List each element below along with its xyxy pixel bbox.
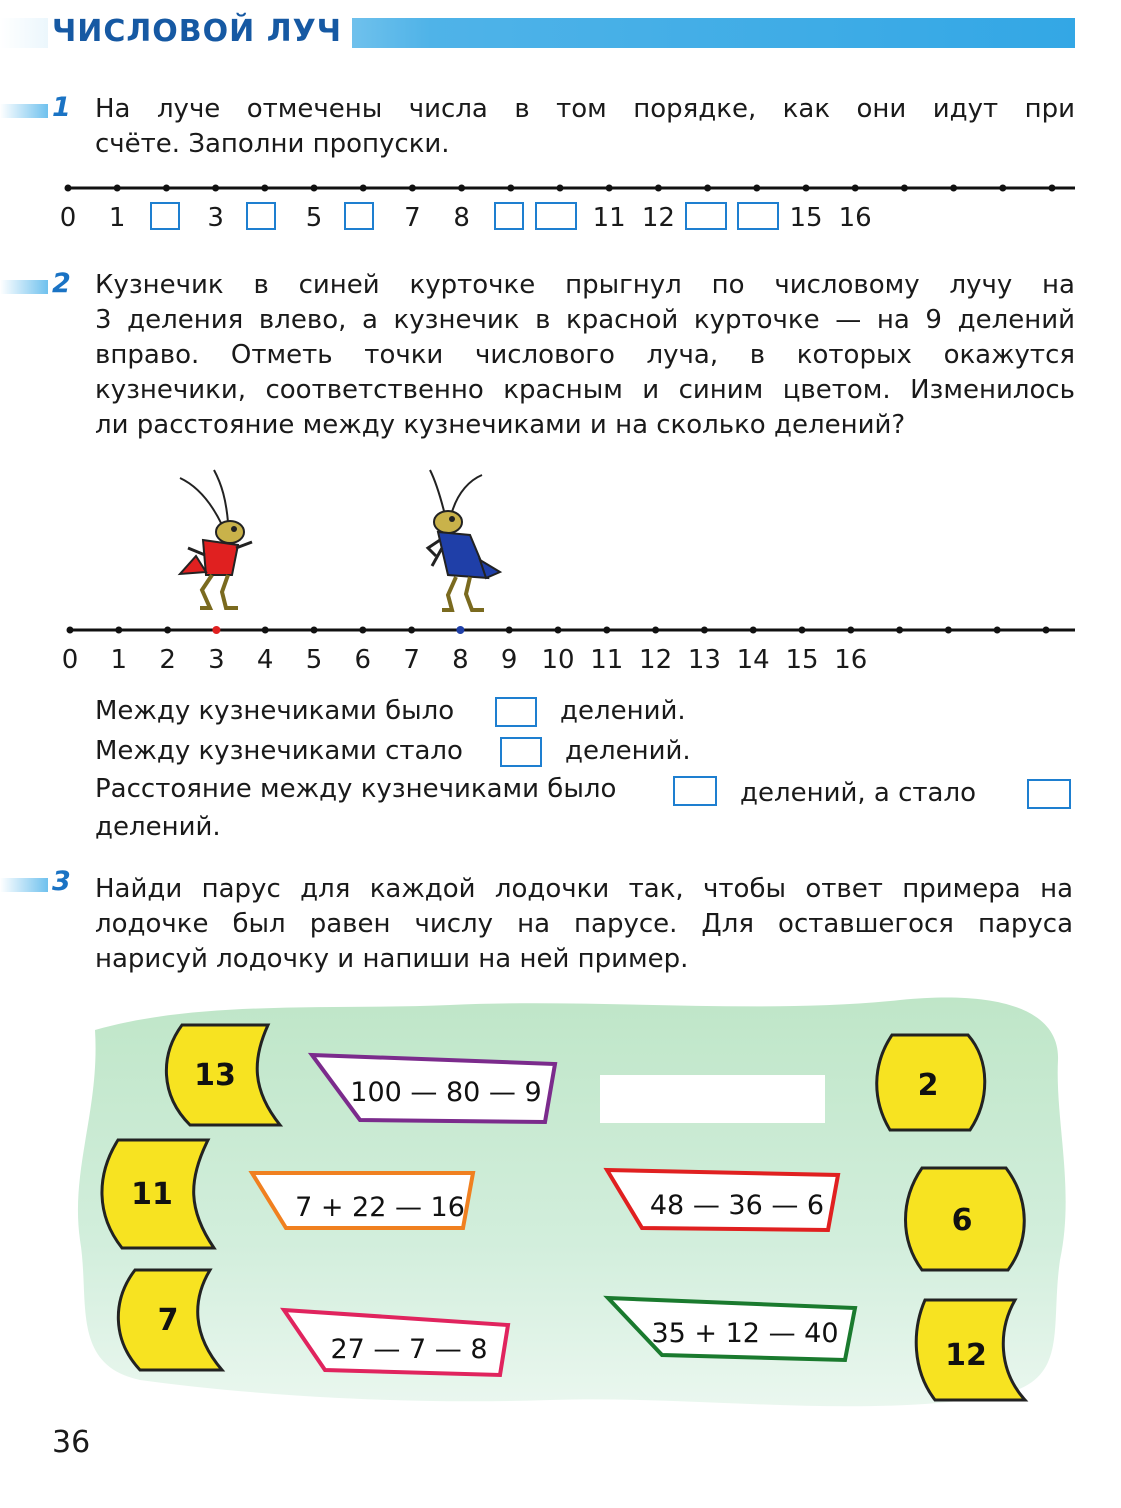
q1-unit: делений. [560, 696, 686, 726]
ray-label: 3 [208, 645, 225, 675]
ray-label: 15 [789, 203, 823, 233]
ray-label: 1 [110, 645, 128, 675]
ray-label: 0 [59, 203, 77, 233]
sail-2[interactable] [877, 1035, 985, 1130]
task-1-line: счёте. Заполни пропуски. [95, 129, 450, 159]
ray-label: 7 [404, 203, 421, 233]
task-1-line: На луче отмечены числа в том порядке, как они идут при [95, 94, 1075, 124]
task-2-line: ли расстояние между кузнечиками и на сколько делений? [95, 410, 906, 440]
boat-expression: 48 — 36 — 6 [649, 1190, 825, 1221]
sail-number: 6 [951, 1203, 973, 1238]
sail-number: 2 [917, 1068, 939, 1103]
ray-label: 12 [639, 645, 673, 675]
section-title: ЧИСЛОВОЙ ЛУЧ [48, 14, 352, 49]
sail-6[interactable] [906, 1168, 1025, 1270]
ray-label: 11 [590, 645, 624, 675]
task-3-line: лодочке был равен числу на парусе. Для оставшегося паруса [95, 909, 1073, 939]
ray-label: 2 [159, 645, 176, 675]
ray-label: 8 [453, 203, 470, 233]
ray-label: 5 [305, 203, 323, 233]
q2-unit: делений. [565, 736, 691, 766]
q1-text: Между кузнечиками было [95, 696, 455, 726]
ray-label: 3 [207, 203, 224, 233]
sail-number: 7 [157, 1303, 179, 1338]
ray-label: 4 [256, 645, 274, 675]
boat-expression: 100 — 80 — 9 [350, 1077, 542, 1108]
task-3-number: 3 [52, 866, 71, 897]
task-1-number: 1 [52, 92, 71, 123]
sail-number: 12 [945, 1338, 987, 1373]
q3-text: Расстояние между кузнечиками было [95, 774, 617, 804]
task-2-number: 2 [52, 268, 71, 299]
ray-label: 10 [541, 645, 575, 675]
boat-7-22-16[interactable] [252, 1173, 473, 1228]
ray-label: 8 [452, 645, 469, 675]
task-3-line: нарисуй лодочку и напиши на ней пример. [95, 944, 689, 974]
task-2-line: Кузнечик в синей курточке прыгнул по числовому лучу на [95, 270, 1075, 300]
blank-area [600, 1075, 825, 1123]
q2-text: Между кузнечиками стало [95, 736, 463, 766]
ray-label: 6 [354, 645, 372, 675]
ray-label: 16 [834, 645, 868, 675]
ray-label: 13 [687, 645, 721, 675]
sail-number: 13 [194, 1058, 236, 1093]
ray-label: 1 [108, 203, 126, 233]
task-2-line: кузнечики, соответственно красным и синим цветом. Изменилось [95, 375, 1075, 405]
ray-label: 5 [305, 645, 323, 675]
boat-expression: 7 + 22 — 16 [295, 1192, 465, 1223]
q3-middle: делений, а стало [740, 778, 977, 808]
boat-expression: 27 — 7 — 8 [330, 1334, 488, 1365]
task-2-line: 3 деления влево, а кузнечик в красной курточке — на 9 делений [95, 305, 1075, 335]
page-number: 36 [52, 1425, 91, 1460]
sail-number: 11 [131, 1177, 173, 1212]
ray-label: 11 [592, 203, 626, 233]
ray-label: 15 [785, 645, 819, 675]
ray-label: 7 [403, 645, 420, 675]
boat-expression: 35 + 12 — 40 [651, 1318, 839, 1349]
ray-label: 9 [500, 645, 518, 675]
ray-label: 14 [736, 645, 770, 675]
ray-label: 12 [641, 203, 675, 233]
ray-label: 0 [61, 645, 79, 675]
task-3-line: Найди парус для каждой лодочки так, чтобы ответ примера на [95, 874, 1073, 904]
q3-end: делений. [95, 812, 221, 842]
boat-48-36-6[interactable] [607, 1170, 838, 1230]
task-2-line: вправо. Отметь точки числового луча, в которых окажутся [95, 340, 1075, 370]
ray-label: 16 [838, 203, 872, 233]
